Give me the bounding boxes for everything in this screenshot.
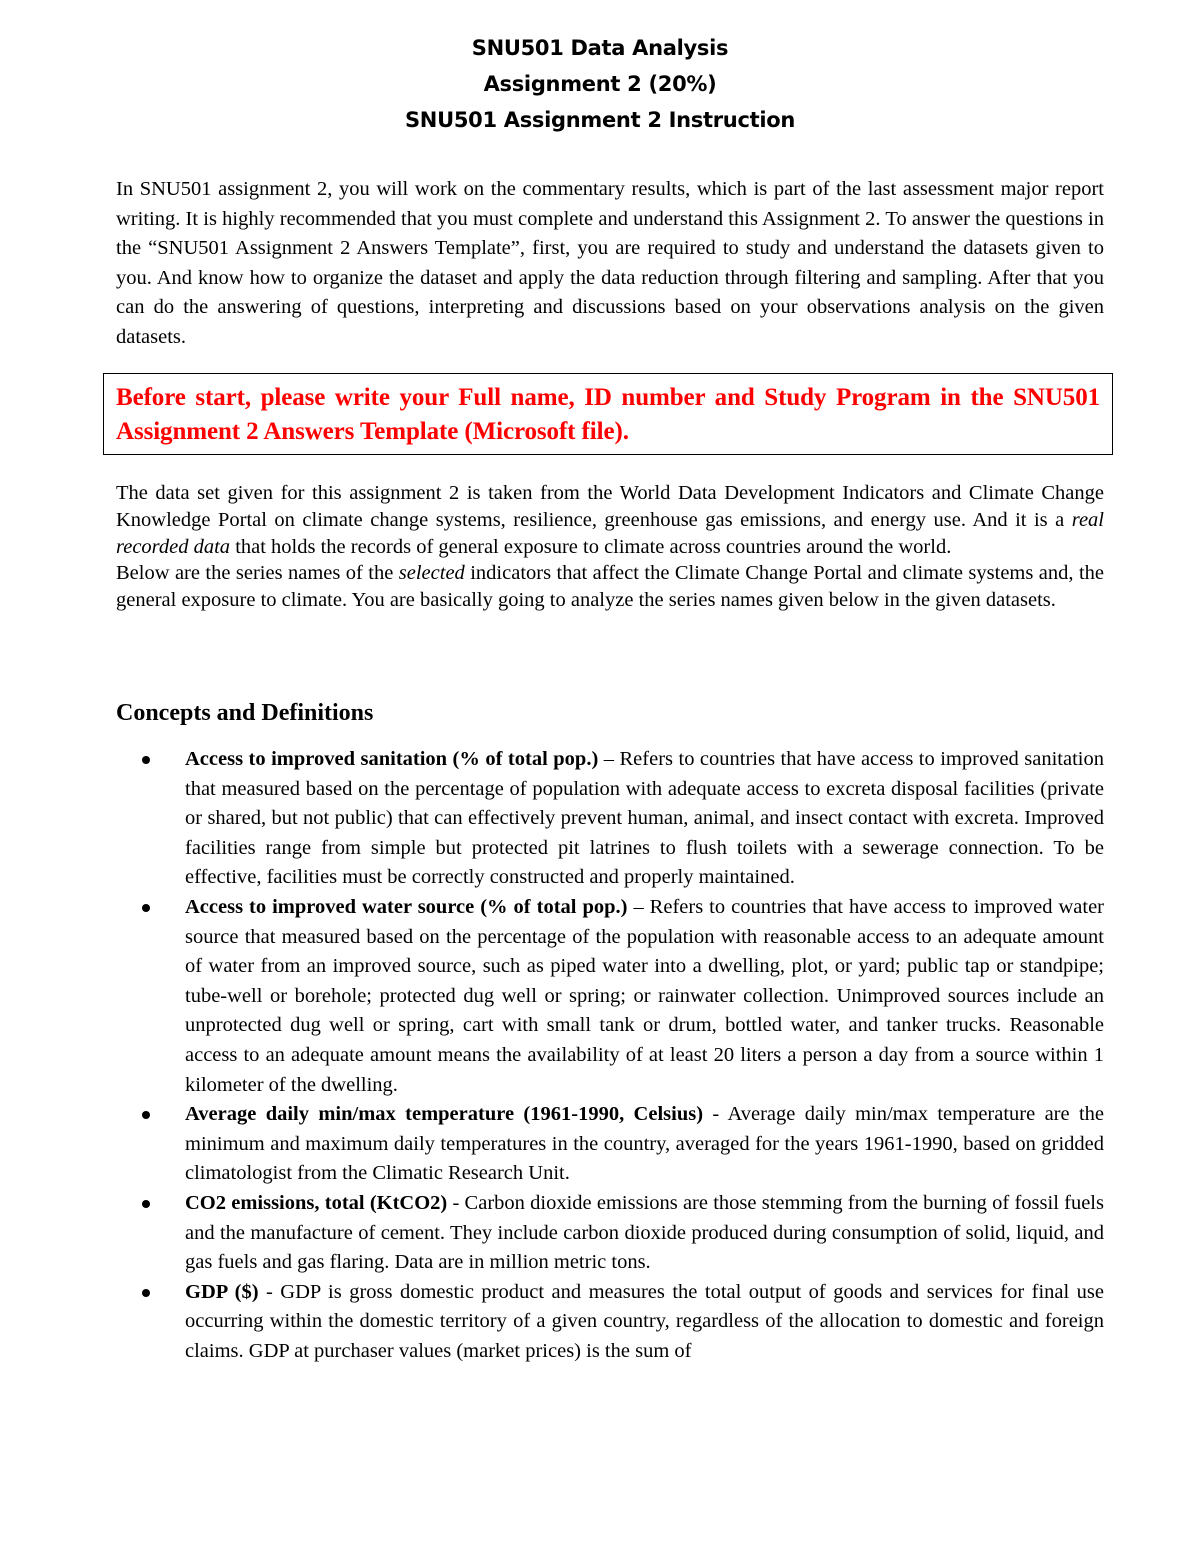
series-paragraph [116,560,1104,614]
definition-term: Access to improved water source (% of total pop.) [185,895,628,918]
definition-text: – Refers to countries that have access to improved sanitation that measured based on the percentage of population with adequate access to excreta disposal facilities (private or shared, but not public) that can effectively prevent human, animal, and insect contact with excreta. Improved facilities range from simple but protected pit latrines to flush toilets with a sewerage connection. To be effective, facilities must be correctly constructed and properly maintained. [185,748,1104,889]
definition-text: - GDP is gross domestic product and measures the total output of goods and services for final use occurring within the domestic territory of a given country, regardless of the allocation to domestic and foreign claims. GDP at purchaser values (market prices) is the sum of [185,1280,1105,1362]
definition-text: - Carbon dioxide emissions are those stemming from the burning of fossil fuels and the manufacture of cement. They include carbon dioxide produced during consumption of solid, liquid, and gas fuels and gas flaring. Data are in million metric tons. [185,1191,1104,1274]
list-item [140,1100,1104,1189]
dataset-text-1: The data set given for this assignment 2 is taken from the World Data Development Indicators and Climate Change Knowledge Portal on climate change systems, resilience, greenhouse gas emissions, and energy use. And it is a [116,482,1104,531]
list-item [140,1278,1104,1367]
list-item [140,745,1104,893]
definition-text: – Refers to countries that have access to improved water source that measured based on the percentage of the population with reasonable access to an adequate amount of water from an improved source, such as piped water into a dwelling, plot, or yard; public tap or standpipe; tube-well or borehole; protected dug well or spring; or rainwater collection. Unimproved sources include an unprotected dug well or spring, cart with small tank or drum, bottled water, and tanker trucks. Reasonable access to an adequate amount means the availability of at least 20 liters a person a day from a source within 1 kilometer of the dwelling. [185,895,1104,1096]
intro-paragraph: In SNU501 assignment 2, you will work on the commentary results, which is part of the last assessment major report writing. It is highly recommended that you must complete and understand this Assignment 2. To answer the questions in the “SNU501 Assignment 2 Answers Template”, first, you are required to study and understand the datasets given to you. And know how to organize the dataset and apply the data reduction through filtering and sampling. After that you can do the answering of questions, interpreting and discussions based on your observations analysis on the given datasets. [116,178,1104,348]
series-emphasis-selected: selected [398,562,465,585]
assignment-title: Assignment 2 (20%) [483,72,717,96]
concepts-heading: Concepts and Definitions [116,700,374,726]
course-title: SNU501 Data Analysis [471,36,729,60]
dataset-emphasis-real-recorded: real recorded data [116,508,1104,558]
series-text-2: indicators that affect the Climate Change Portal and climate systems and, the general exposure to climate. You are basically going to analyze the series names given below in the given datasets. [116,562,1104,612]
series-text-1: Below are the series names of the [116,562,399,585]
definition-text: - Average daily min/max temperature are the minimum and maximum daily temperatures in the country, averaged for the years 1961-1990, based on gridded climatologist from the Climatic Research Unit. [185,1103,1104,1185]
dataset-text-2: that holds the records of general exposure to climate across countries around the world. [230,535,952,558]
notice-text: Before start, please write your Full name, ID number and Study Program in the SNU501 Assignment 2 Answers Template (Microsoft file). [116,384,1100,445]
list-item [140,893,1104,1100]
bullet-icon [142,1111,150,1119]
definition-term: GDP ($) [185,1280,259,1303]
definition-term: Access to improved sanitation (% of total pop.) [185,748,599,770]
bullet-icon [142,756,150,764]
dataset-paragraph [116,480,1104,560]
document-header [0,30,1200,138]
dataset-description [116,480,1104,614]
list-item [140,1189,1104,1278]
notice-box [103,373,1113,455]
definition-term: CO2 emissions, total (KtCO2) [185,1191,448,1214]
bullet-icon [142,1289,150,1297]
definitions-list [140,745,1104,1366]
bullet-icon [142,1200,150,1208]
instruction-title: SNU501 Assignment 2 Instruction [404,108,796,132]
definition-term: Average daily min/max temperature (1961-1990, Celsius) [185,1103,704,1126]
bullet-icon [142,904,150,912]
